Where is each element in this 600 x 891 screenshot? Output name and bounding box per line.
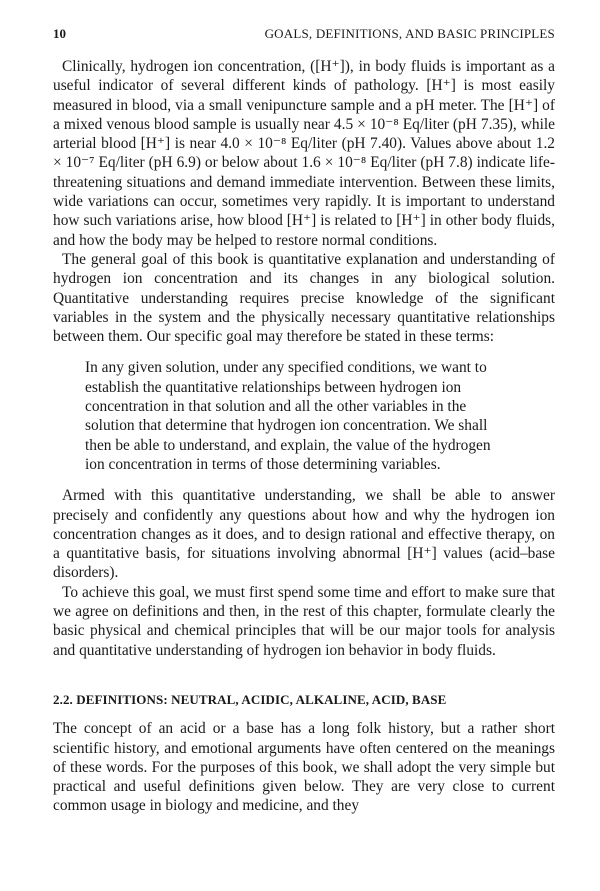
block-quote-text: In any given solution, under any specified conditions, we want to establish the quantitative relationships between hydrogen ion concentration in that solution and all the other variables in the solution that determine that hydrogen ion concentration. We shall then be able to understand, and explain, the value of the hydrogen ion concentration in terms of those determining variables.: [85, 359, 491, 473]
section-heading: 2.2. DEFINITIONS: NEUTRAL, ACIDIC, ALKALINE, ACID, BASE: [53, 691, 447, 707]
book-page: [53, 26, 555, 816]
paragraph-achieve-goal: To achieve this goal, we must first spend some time and effort to make sure that we agree on definitions and then, in the rest of this chapter, formulate clearly the basic physical and chemical principles that will be our major tools for analysis and quantitative understanding of hydrogen ion behavior in body fluids.: [53, 583, 555, 659]
block-quote: [85, 358, 505, 474]
running-head: [53, 26, 555, 46]
page-number: 10: [53, 26, 66, 41]
paragraph-armed: Armed with this quantitative understanding, we shall be able to answer precisely and confidently any questions about how and why the hydrogen ion concentration changes as it does, and to design rational and effective therapy, on a quantitative basis, for situations involving abnormal [H⁺] values (acid–base disorders).: [53, 487, 555, 582]
paragraph-general-goal: The general goal of this book is quantitative explanation and understanding of hydrogen ion concentration and its changes in any biological solution. Quantitative understanding requires precise knowledge of the significant variables in the system and the physically necessary quantitative relationships between them. Our specific goal may therefore be stated in these terms:: [53, 250, 555, 346]
paragraph-clinical: Clinically, hydrogen ion concentration, ([H⁺]), in body fluids is important as a useful indicator of several different kinds of pathology. [H⁺] is most easily measured in blood, via a small venipuncture sample and a pH meter. The [H⁺] of a mixed venous blood sample is usually near 4.5 × 10⁻⁸ Eq/liter (pH 7.35), while arterial blood [H⁺] is near 4.0 × 10⁻⁸ Eq/liter (pH 7.40). Values above about 1.2 × 10⁻⁷ Eq/liter (pH 6.9) or below about 1.6 × 10⁻⁸ Eq/liter (pH 7.8) indicate life-threatening situations and demand immediate intervention. Between these limits, wide variations can occur, sometimes very rapidly. It is important to understand how such variations arise, how blood [H⁺] is related to [H⁺] in other body fluids, and how the body may be helped to restore normal conditions.: [53, 58, 555, 249]
body-text: [53, 57, 555, 816]
running-title: GOALS, DEFINITIONS, AND BASIC PRINCIPLES: [264, 26, 555, 41]
paragraph-concept: The concept of an acid or a base has a long folk history, but a rather short scientific history, and emotional arguments have often centered on the meanings of these words. For the purposes of this book, we shall adopt the very simple but practical and useful definitions given below. They are very close to current common usage in biology and medicine, and they: [53, 720, 555, 815]
